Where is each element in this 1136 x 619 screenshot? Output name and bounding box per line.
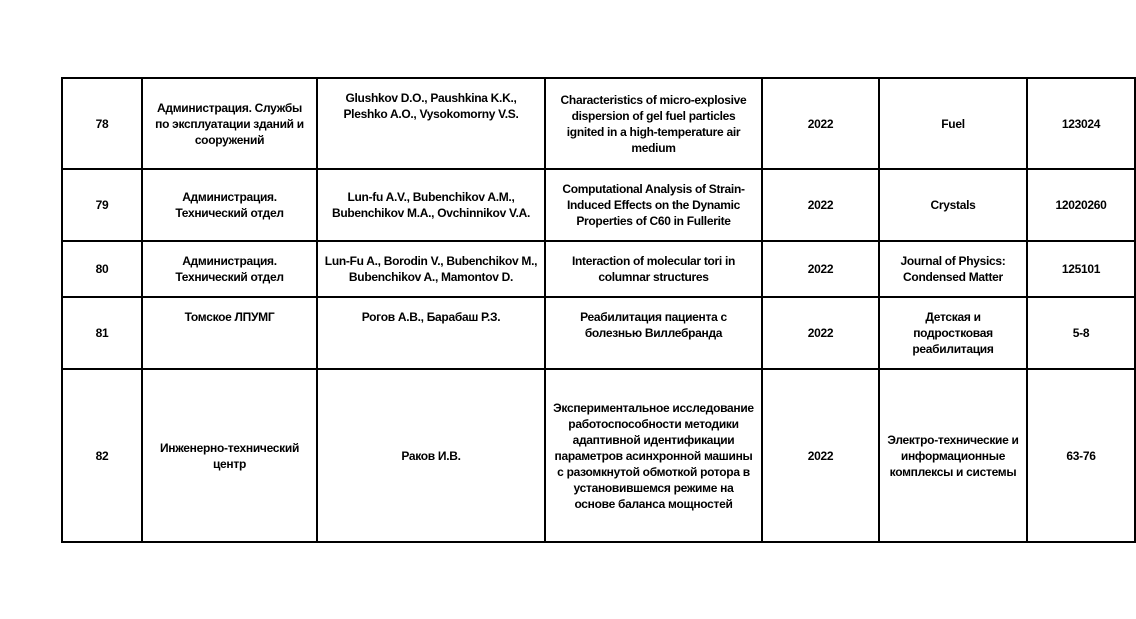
authors-cell: Lun-fu A.V., Bubenchikov A.M., Bubenchikov M.A., Ovchinnikov V.A. bbox=[317, 169, 545, 241]
table-row bbox=[62, 241, 1135, 297]
pages-cell: 5-8 bbox=[1027, 297, 1135, 369]
pages-cell: 125101 bbox=[1027, 241, 1135, 297]
year-cell: 2022 bbox=[762, 241, 879, 297]
journal-cell: Crystals bbox=[879, 169, 1027, 241]
title-cell: Characteristics of micro-explosive dispersion of gel fuel particles ignited in a high-temperature air medium bbox=[545, 78, 762, 169]
title-cell: Экспериментальное исследование работоспособности методики адаптивной идентификации параметров асинхронной машины с разомкнутой обмоткой ротора в установившемся режиме на основе баланса мощностей bbox=[545, 369, 762, 542]
pages-cell: 63-76 bbox=[1027, 369, 1135, 542]
year-cell: 2022 bbox=[762, 369, 879, 542]
row-number-cell: 80 bbox=[62, 241, 142, 297]
journal-cell: Journal of Physics: Condensed Matter bbox=[879, 241, 1027, 297]
authors-cell: Рогов А.В., Барабаш Р.З. bbox=[317, 297, 545, 369]
journal-cell: Детская и подростковая реабилитация bbox=[879, 297, 1027, 369]
department-cell: Инженерно-технический центр bbox=[142, 369, 317, 542]
table-row bbox=[62, 169, 1135, 241]
journal-cell: Электро-технические и информационные комплексы и системы bbox=[879, 369, 1027, 542]
pages-cell: 12020260 bbox=[1027, 169, 1135, 241]
title-cell: Реабилитация пациента с болезнью Виллебранда bbox=[545, 297, 762, 369]
title-cell: Computational Analysis of Strain-Induced Effects on the Dynamic Properties of C60 in Fullerite bbox=[545, 169, 762, 241]
year-cell: 2022 bbox=[762, 78, 879, 169]
year-cell: 2022 bbox=[762, 297, 879, 369]
authors-cell: Glushkov D.O., Paushkina K.K., Pleshko A.O., Vysokomorny V.S. bbox=[317, 78, 545, 169]
row-number-cell: 81 bbox=[62, 297, 142, 369]
department-cell: Администрация. Технический отдел bbox=[142, 241, 317, 297]
department-cell: Администрация. Технический отдел bbox=[142, 169, 317, 241]
department-cell: Администрация. Службы по эксплуатации зданий и сооружений bbox=[142, 78, 317, 169]
table-row bbox=[62, 78, 1135, 169]
department-cell: Томское ЛПУМГ bbox=[142, 297, 317, 369]
row-number-cell: 79 bbox=[62, 169, 142, 241]
year-cell: 2022 bbox=[762, 169, 879, 241]
pages-cell: 123024 bbox=[1027, 78, 1135, 169]
row-number-cell: 78 bbox=[62, 78, 142, 169]
row-number-cell: 82 bbox=[62, 369, 142, 542]
publications-table bbox=[61, 77, 1136, 543]
title-cell: Interaction of molecular tori in columnar structures bbox=[545, 241, 762, 297]
journal-cell: Fuel bbox=[879, 78, 1027, 169]
table-row bbox=[62, 369, 1135, 542]
authors-cell: Раков И.В. bbox=[317, 369, 545, 542]
authors-cell: Lun-Fu A., Borodin V., Bubenchikov M., Bubenchikov A., Mamontov D. bbox=[317, 241, 545, 297]
table-row bbox=[62, 297, 1135, 369]
